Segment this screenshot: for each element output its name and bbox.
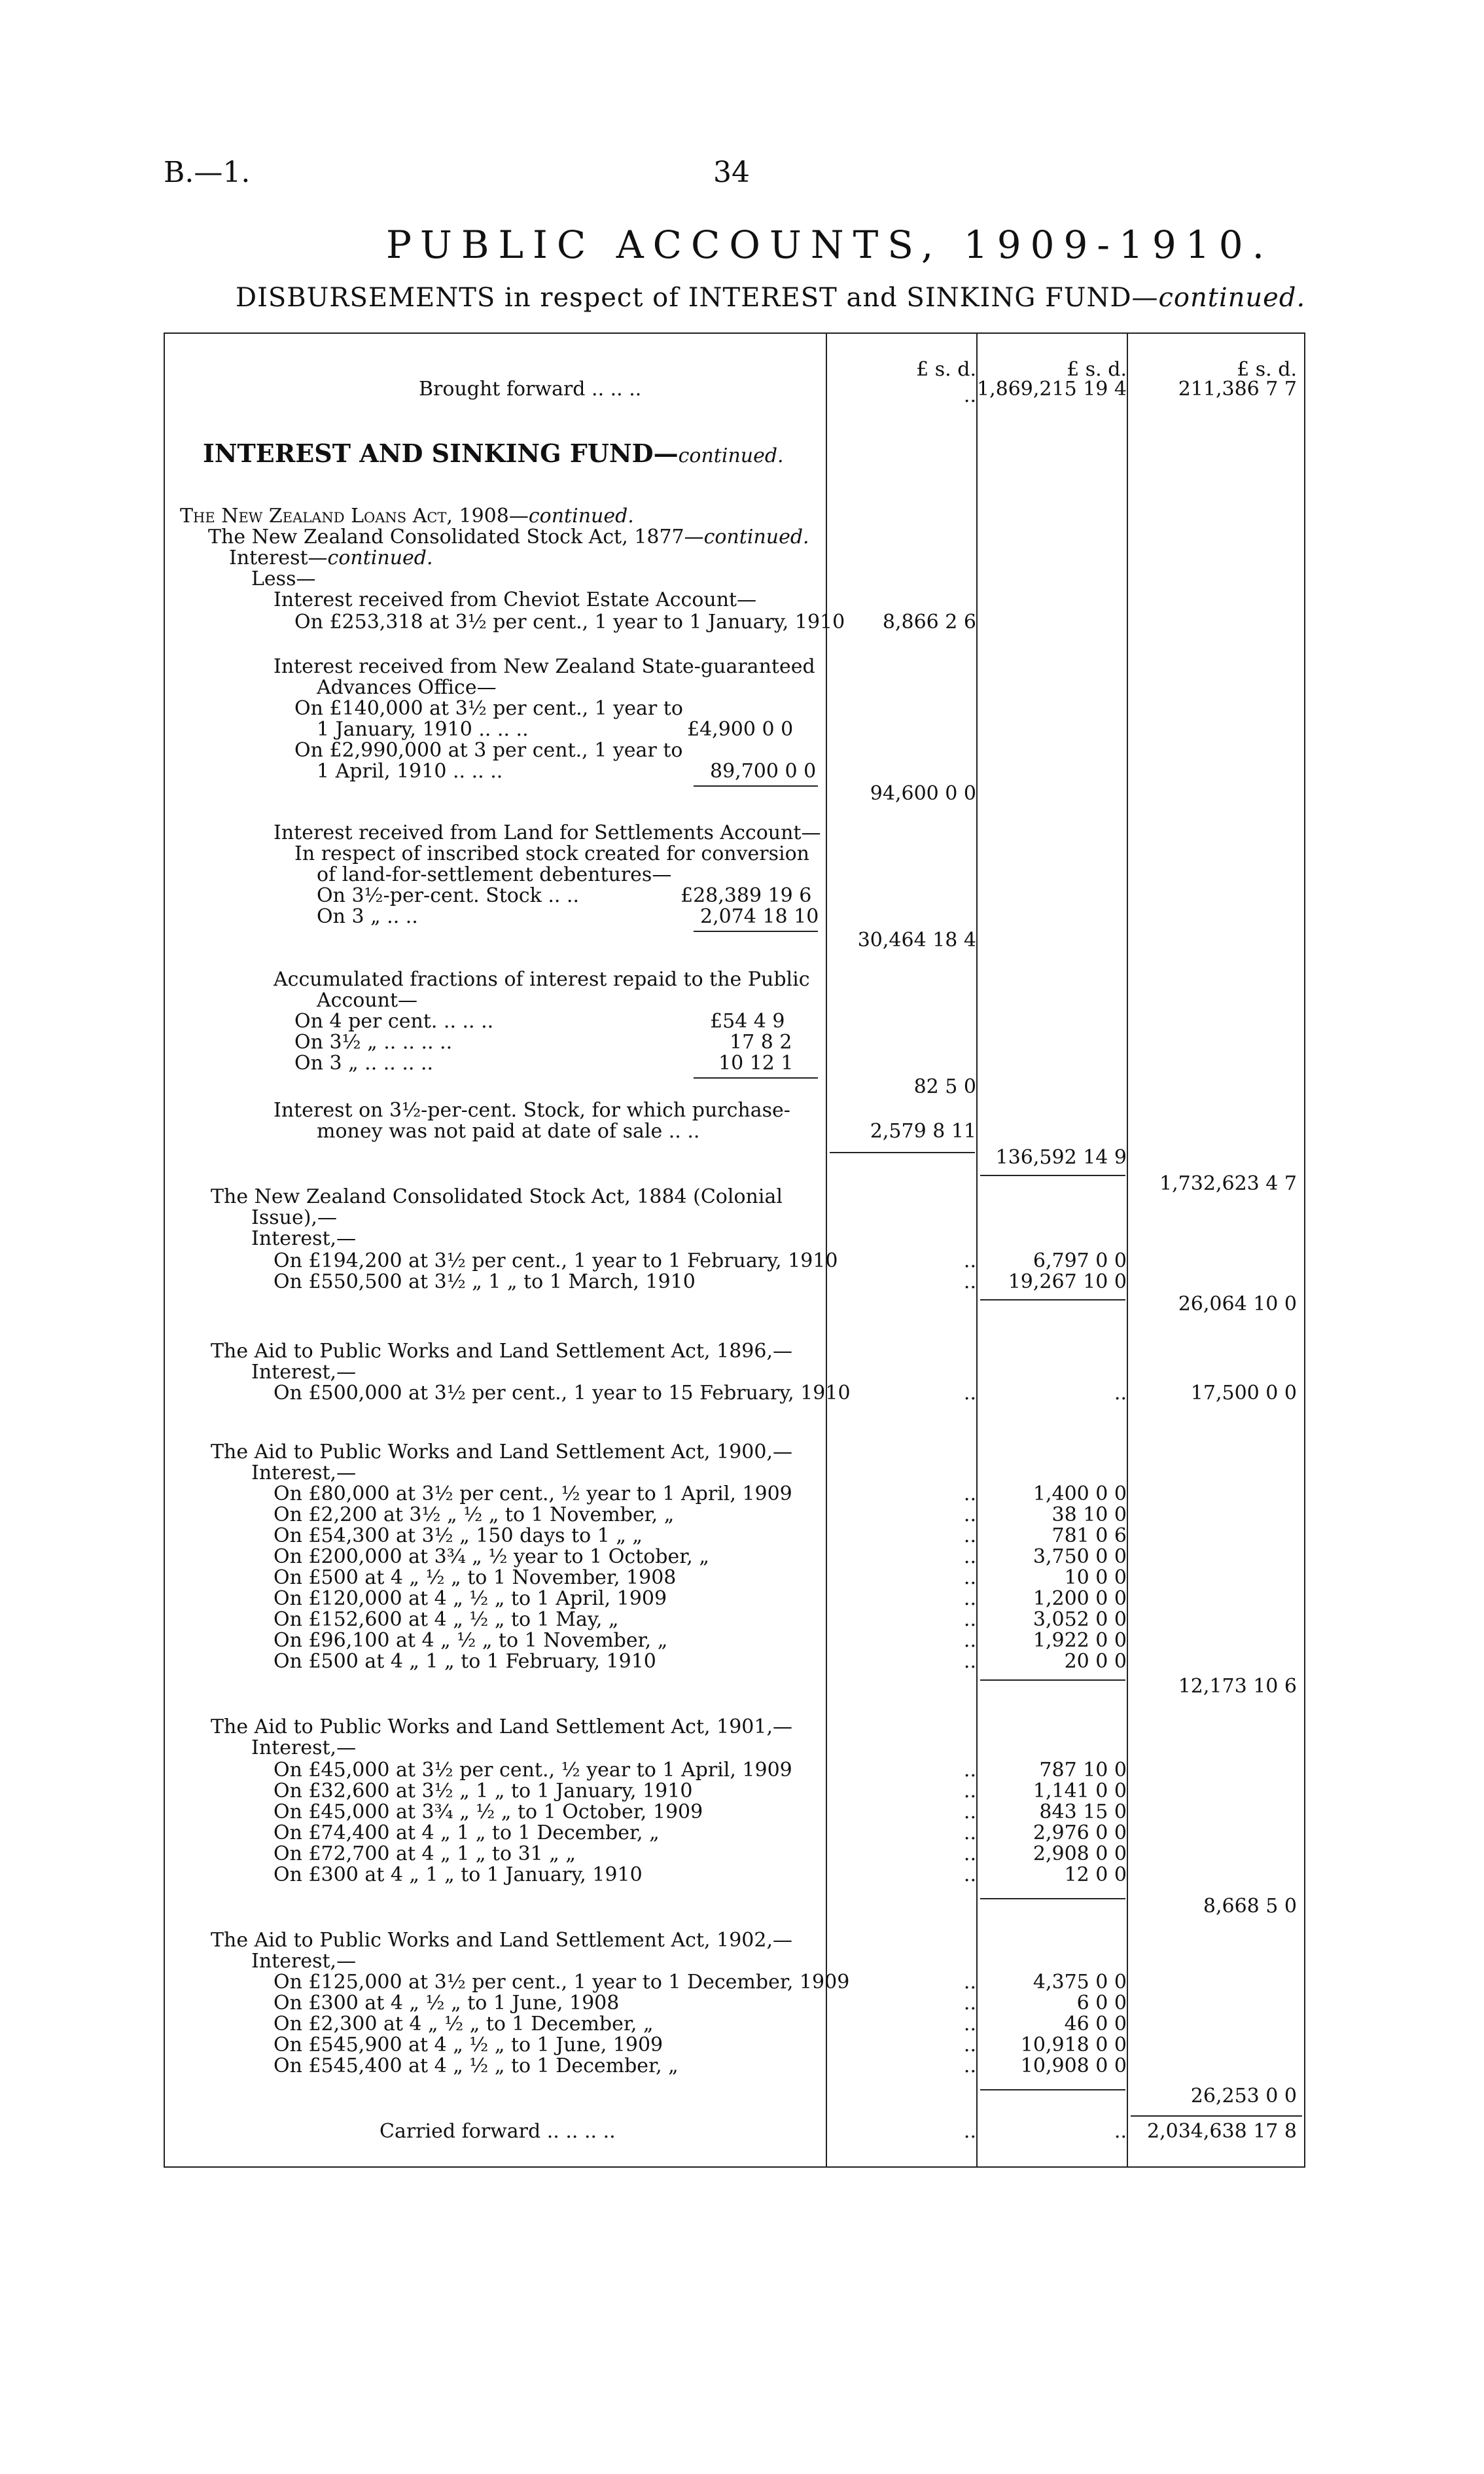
act1896-row: On £500,000 at 3½ per cent., 1 year to 15 February, 1910 (274, 1382, 851, 1405)
act1884-row-1-c2: 19,267 10 0 (1008, 1270, 1127, 1293)
advances-line-4: 1 January, 1910 .. .. .. (317, 718, 529, 741)
table-left-rule (164, 334, 165, 2166)
act1902-row-1-c2: 6 0 0 (1076, 1992, 1127, 2015)
table-top-rule (164, 332, 1305, 334)
table-bottom-rule (164, 2166, 1305, 2168)
act1902-row-2: On £2,300 at 4 „ ½ „ to 1 December, „ (274, 2013, 654, 2035)
act1884-row-0: On £194,200 at 3½ per cent., 1 year to 1 February, 1910 (274, 1249, 838, 1272)
act1901-row-4-c1: .. (963, 1842, 976, 1865)
act1901-row-0: On £45,000 at 3½ per cent., ½ year to 1 April, 1909 (274, 1759, 792, 1782)
settlements-line-3: of land-for-settlement debentures— (317, 863, 672, 886)
act1884-c3: 26,064 10 0 (1178, 1293, 1297, 1316)
less-label: Less— (251, 567, 316, 590)
act1896-line-2: Interest,— (251, 1361, 357, 1384)
act1901-row-3-c2: 2,976 0 0 (1033, 1821, 1127, 1844)
page-title: PUBLIC ACCOUNTS, 1909-1910. (386, 223, 1274, 267)
fractions-line-5: On 3 „ .. .. .. .. (294, 1052, 434, 1075)
act1901-row-1-c1: .. (963, 1780, 976, 1802)
fractions-line-2: Account— (317, 989, 418, 1012)
act1900-row-0: On £80,000 at 3½ per cent., ½ year to 1 April, 1909 (274, 1482, 792, 1505)
act1901-row-2-c2: 843 15 0 (1039, 1801, 1127, 1823)
carried-forward-c2: .. (1114, 2120, 1127, 2143)
act1900-row-6-c1: .. (963, 1608, 976, 1631)
carried-forward-c1: .. (963, 2120, 976, 2143)
advances-subtotal-rule (694, 785, 818, 787)
advances-line-5: On £2,990,000 at 3 per cent., 1 year to (294, 739, 683, 762)
act1902-row-2-c1: .. (963, 2013, 976, 2035)
interest-subtotal-rule (830, 1152, 975, 1153)
act1900-row-8: On £500 at 4 „ 1 „ to 1 February, 1910 (274, 1650, 656, 1673)
act1896-row-c2: .. (1114, 1382, 1127, 1405)
act1900-row-0-c1: .. (963, 1482, 976, 1505)
act1901-row-2-c1: .. (963, 1801, 976, 1823)
act1901-row-4-c2: 2,908 0 0 (1033, 1842, 1127, 1865)
cheviot-line-1: Interest received from Cheviot Estate Account— (274, 588, 757, 611)
fractions-line-3: On 4 per cent. .. .. .. (294, 1010, 494, 1033)
act1901-row-5: On £300 at 4 „ 1 „ to 1 January, 1910 (274, 1863, 643, 1886)
advances-line-1: Interest received from New Zealand State-guaranteed (274, 655, 815, 678)
act1902-row-0-c1: .. (963, 1971, 976, 1994)
act1900-line-1: The Aid to Public Works and Land Settlement Act, 1900,— (211, 1441, 792, 1463)
act1884-row-1: On £550,500 at 3½ „ 1 „ to 1 March, 1910 (274, 1270, 696, 1293)
act1900-row-3: On £200,000 at 3¾ „ ½ year to 1 October, „ (274, 1545, 709, 1568)
carried-forward-label: Carried forward .. .. .. .. (380, 2120, 616, 2143)
act1877-total-rule (980, 1175, 1125, 1176)
act1896-row-c1: .. (963, 1382, 976, 1405)
act1900-row-4: On £500 at 4 „ ½ „ to 1 November, 1908 (274, 1566, 677, 1589)
brought-forward-label: Brought forward .. .. .. (419, 378, 642, 401)
act1900-row-3-c1: .. (963, 1545, 976, 1568)
act1900-c3: 12,173 10 6 (1178, 1675, 1297, 1698)
table-right-rule (1304, 334, 1305, 2166)
purchase-c2: 136,592 14 9 (995, 1146, 1127, 1169)
act1900-row-4-c2: 10 0 0 (1064, 1566, 1127, 1589)
brought-forward-c1: .. (963, 384, 976, 407)
act1901-row-0-c1: .. (963, 1759, 976, 1782)
act1900-row-1-c2: 38 10 0 (1051, 1503, 1127, 1526)
act1900-row-5-c2: 1,200 0 0 (1033, 1587, 1127, 1610)
act1901-row-3-c1: .. (963, 1821, 976, 1844)
settlements-line-5: On 3 „ .. .. (317, 905, 418, 928)
act1902-row-2-c2: 46 0 0 (1064, 2013, 1127, 2035)
act1902-line-1: The Aid to Public Works and Land Settlement Act, 1902,— (211, 1929, 792, 1952)
act1901-row-4: On £72,700 at 4 „ 1 „ to 31 „ „ (274, 1842, 576, 1865)
act1900-row-8-c2: 20 0 0 (1064, 1650, 1127, 1673)
purchase-line-2: money was not paid at date of sale .. .. (317, 1120, 700, 1143)
brought-forward-c3: 211,386 7 7 (1178, 378, 1297, 401)
act1902-row-3-c2: 10,918 0 0 (1020, 2034, 1127, 2056)
act1901-total-rule (980, 1898, 1125, 1899)
act1896-line-1: The Aid to Public Works and Land Settlement Act, 1896,— (211, 1340, 792, 1363)
act1900-row-5: On £120,000 at 4 „ ½ „ to 1 April, 1909 (274, 1587, 667, 1610)
act1902-row-1: On £300 at 4 „ ½ „ to 1 June, 1908 (274, 1992, 620, 2015)
fractions-subtotal-rule (694, 1077, 818, 1079)
act1902-total-rule (980, 2089, 1125, 2090)
act1901-row-1: On £32,600 at 3½ „ 1 „ to 1 January, 1910 (274, 1780, 693, 1802)
act1884-line-2: Issue),— (251, 1206, 337, 1229)
act1900-total-rule (980, 1679, 1125, 1681)
fractions-line-1: Accumulated fractions of interest repaid to the Public (274, 968, 810, 991)
settlements-line-2: In respect of inscribed stock created for conversion (294, 842, 810, 865)
act1901-row-3: On £74,400 at 4 „ 1 „ to 1 December, „ (274, 1821, 660, 1844)
act1884-total-rule (980, 1299, 1125, 1300)
advances-amount-1: £4,900 0 0 (687, 718, 794, 741)
advances-c1: 94,600 0 0 (870, 782, 976, 805)
act1900-row-7-c2: 1,922 0 0 (1033, 1629, 1127, 1652)
stock-act-1877-title: The New Zealand Consolidated Stock Act, 1877—continued. (208, 526, 809, 548)
settlements-line-1: Interest received from Land for Settlements Account— (274, 821, 821, 844)
act1900-row-2-c2: 781 0 6 (1051, 1524, 1127, 1547)
fractions-amount-2: 17 8 2 (730, 1031, 792, 1054)
act1901-row-0-c2: 787 10 0 (1039, 1759, 1127, 1782)
act1900-row-2: On £54,300 at 3½ „ 150 days to 1 „ „ (274, 1524, 643, 1547)
act1902-row-0-c2: 4,375 0 0 (1033, 1971, 1127, 1994)
act1900-row-6-c2: 3,052 0 0 (1033, 1608, 1127, 1631)
act1900-row-1: On £2,200 at 3½ „ ½ „ to 1 November, „ (274, 1503, 675, 1526)
fractions-amount-3: 10 12 1 (718, 1052, 794, 1075)
act1900-row-4-c1: .. (963, 1566, 976, 1589)
purchase-c3: 1,732,623 4 7 (1159, 1172, 1297, 1195)
act1902-row-0: On £125,000 at 3½ per cent., 1 year to 1 December, 1909 (274, 1971, 850, 1994)
advances-line-6: 1 April, 1910 .. .. .. (317, 760, 503, 783)
settlements-line-4: On 3½-per-cent. Stock .. .. (317, 884, 580, 907)
act1901-row-1-c2: 1,141 0 0 (1033, 1780, 1127, 1802)
act1884-row-0-c1: .. (963, 1249, 976, 1272)
act1901-line-1: The Aid to Public Works and Land Settlement Act, 1901,— (211, 1715, 792, 1738)
col3-left-rule (1127, 334, 1128, 2166)
act1900-row-3-c2: 3,750 0 0 (1033, 1545, 1127, 1568)
cheviot-c1: 8,866 2 6 (882, 611, 976, 634)
fractions-line-4: On 3½ „ .. .. .. .. (294, 1031, 453, 1054)
act1901-row-2: On £45,000 at 3¾ „ ½ „ to 1 October, 1909 (274, 1801, 703, 1823)
section-heading: INTEREST AND SINKING FUND—continued. (203, 439, 784, 468)
loans-act-title: The New Zealand Loans Act, 1908—continued. (180, 505, 634, 528)
col2-header: £ s. d. (1067, 358, 1127, 381)
act1900-row-5-c1: .. (963, 1587, 976, 1610)
page-subtitle: DISBURSEMENTS in respect of INTEREST and SINKING FUND—continued. (236, 283, 1306, 313)
page-number: 34 (713, 156, 750, 189)
advances-line-2: Advances Office— (317, 676, 497, 699)
act1900-row-7: On £96,100 at 4 „ ½ „ to 1 November, „ (274, 1629, 668, 1652)
cheviot-line-2: On £253,318 at 3½ per cent., 1 year to 1 January, 1910 (294, 611, 845, 634)
purchase-c1: 2,579 8 11 (870, 1120, 976, 1143)
act1902-row-4-c1: .. (963, 2054, 976, 2077)
settlements-amount-1: £28,389 19 6 (680, 884, 812, 907)
act1884-row-1-c1: .. (963, 1270, 976, 1293)
act1900-row-2-c1: .. (963, 1524, 976, 1547)
act1900-line-2: Interest,— (251, 1461, 357, 1484)
purchase-line-1: Interest on 3½-per-cent. Stock, for which purchase- (274, 1099, 790, 1122)
act1884-row-0-c2: 6,797 0 0 (1033, 1249, 1127, 1272)
brought-forward-c2: 1,869,215 19 4 (976, 378, 1127, 401)
act1902-row-3-c1: .. (963, 2034, 976, 2056)
act1900-row-7-c1: .. (963, 1629, 976, 1652)
advances-amount-2: 89,700 0 0 (710, 760, 817, 783)
act1900-row-1-c1: .. (963, 1503, 976, 1526)
act1896-row-c3: 17,500 0 0 (1190, 1382, 1297, 1405)
interest-continued-label: Interest—continued. (229, 547, 433, 569)
carried-forward-rule (1131, 2115, 1302, 2117)
col3-header: £ s. d. (1237, 358, 1297, 381)
page-ref: B.—1. (164, 156, 251, 189)
act1901-row-5-c1: .. (963, 1863, 976, 1886)
settlements-subtotal-rule (694, 931, 818, 932)
act1902-row-3: On £545,900 at 4 „ ½ „ to 1 June, 1909 (274, 2034, 663, 2056)
act1902-row-1-c1: .. (963, 1992, 976, 2015)
col1-header: £ s. d. (916, 358, 976, 381)
act1902-row-4: On £545,400 at 4 „ ½ „ to 1 December, „ (274, 2054, 679, 2077)
act1902-row-4-c2: 10,908 0 0 (1020, 2054, 1127, 2077)
act1902-line-2: Interest,— (251, 1950, 357, 1973)
act1901-line-2: Interest,— (251, 1736, 357, 1759)
act1884-line-1: The New Zealand Consolidated Stock Act, 1884 (Colonial (211, 1185, 783, 1208)
advances-line-3: On £140,000 at 3½ per cent., 1 year to (294, 697, 683, 720)
carried-forward-c3: 2,034,638 17 8 (1146, 2120, 1297, 2143)
fractions-c1: 82 5 0 (913, 1075, 976, 1098)
settlements-c1: 30,464 18 4 (857, 929, 976, 952)
act1900-row-8-c1: .. (963, 1650, 976, 1673)
act1901-c3: 8,668 5 0 (1203, 1895, 1297, 1918)
settlements-amount-2: 2,074 18 10 (700, 905, 819, 928)
act1901-row-5-c2: 12 0 0 (1064, 1863, 1127, 1886)
act1900-row-6: On £152,600 at 4 „ ½ „ to 1 May, „ (274, 1608, 619, 1631)
act1900-row-0-c2: 1,400 0 0 (1033, 1482, 1127, 1505)
act1902-c3: 26,253 0 0 (1190, 2085, 1297, 2107)
act1884-line-3: Interest,— (251, 1227, 357, 1250)
fractions-amount-1: £54 4 9 (710, 1010, 785, 1033)
